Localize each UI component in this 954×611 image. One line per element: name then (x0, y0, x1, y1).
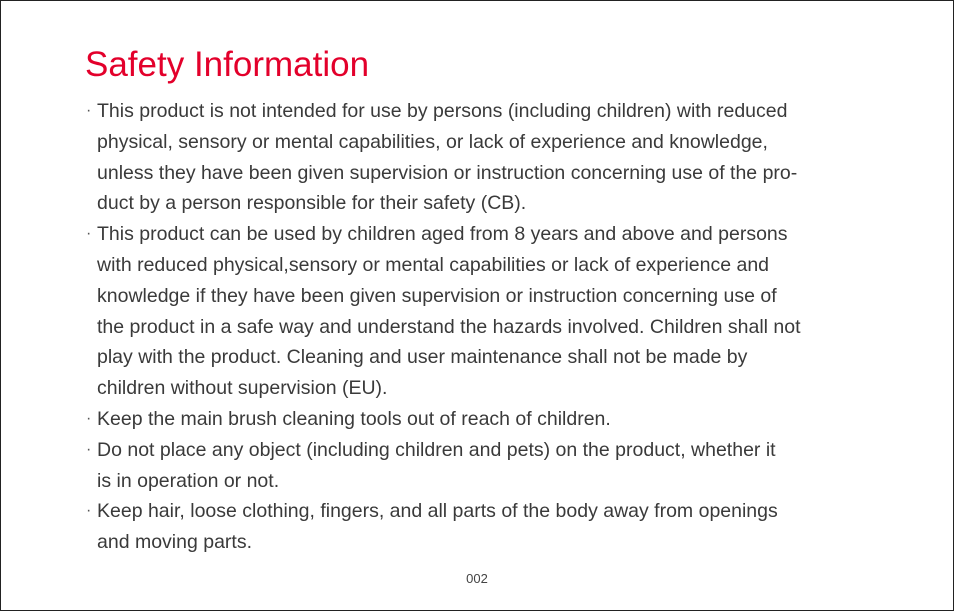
safety-item (85, 219, 875, 404)
safety-item-line: knowledge if they have been given supervision or instruction concerning use of (97, 284, 777, 307)
safety-item-line: Do not place any object (including children and pets) on the product, whether it (97, 438, 776, 461)
safety-item-line: This product can be used by children aged from 8 years and above and persons (97, 223, 788, 246)
safety-item-line: children without supervision (EU). (97, 377, 388, 400)
safety-item (85, 404, 875, 435)
safety-item-line: the product in a safe way and understand the hazards involved. Children shall not (97, 315, 801, 338)
safety-item-line: is in operation or not. (97, 469, 280, 492)
safety-item-line: unless they have been given supervision or instruction concerning use of the pro- (97, 161, 798, 184)
safety-item-line: This product is not intended for use by persons (including children) with reduced (97, 100, 788, 122)
page-number: 002 (466, 571, 488, 586)
safety-list (85, 96, 875, 558)
page-title: Safety Information (85, 45, 370, 84)
safety-item (85, 96, 875, 219)
bullet-dot: · (86, 409, 92, 427)
bullet-dot: · (86, 440, 92, 458)
bullet-dot: · (86, 102, 92, 119)
bullet-dot: · (86, 502, 92, 520)
bullet-dot: · (86, 225, 92, 243)
safety-item-line: physical, sensory or mental capabilities, or lack of experience and knowledge, (97, 130, 768, 153)
safety-item-line: play with the product. Cleaning and user maintenance shall not be made by (97, 346, 748, 369)
safety-item (85, 435, 875, 497)
safety-item-line: duct by a person responsible for their safety (CB). (97, 192, 527, 215)
safety-item (85, 496, 875, 558)
safety-item-line: and moving parts. (97, 531, 253, 554)
safety-item-line: Keep hair, loose clothing, fingers, and all parts of the body away from openings (97, 500, 778, 523)
safety-item-line: with reduced physical,sensory or mental capabilities or lack of experience and (97, 253, 770, 276)
safety-item-line: Keep the main brush cleaning tools out of reach of children. (97, 407, 611, 430)
